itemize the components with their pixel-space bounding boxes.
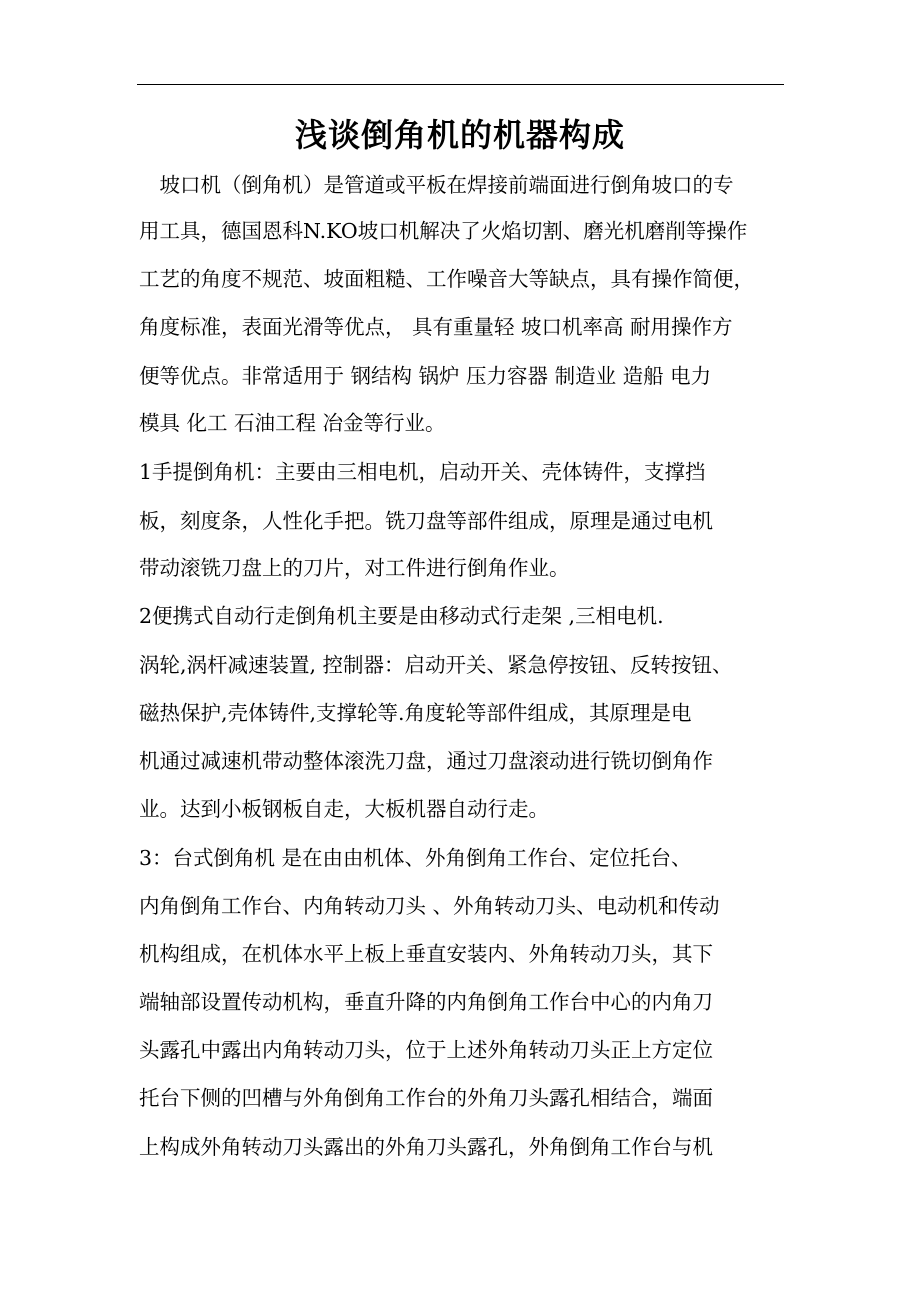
text-line: 2便携式自动行走倒角机主要是由移动式行走架 ,三相电机. (139, 604, 664, 628)
text-line: 用工具，德国恩科N.KO坡口机解决了火焰切割、磨光机磨削等操作 (139, 219, 748, 243)
text-line: 坡口机（倒角机）是管道或平板在焊接前端面进行倒角坡口的专 (139, 173, 734, 197)
text-line: 工艺的角度不规范、坡面粗糙、工作噪音大等缺点，具有操作简便， (139, 267, 754, 291)
text-line: 板，刻度条，人性化手把。铣刀盘等部件组成，原理是通过电机 (139, 509, 713, 533)
text-line: 模具 化工 石油工程 冶金等行业。 (139, 411, 446, 435)
header-rule (137, 84, 784, 85)
text-line: 机构组成，在机体水平上板上垂直安装内、外角转动刀头，其下 (139, 942, 713, 966)
text-line: 3：台式倒角机 是在由由机体、外角倒角工作台、定位托台、 (139, 846, 692, 870)
text-line: 业。达到小板钢板自走，大板机器自动行走。 (139, 797, 549, 821)
text-line: 磁热保护,壳体铸件,支撑轮等.角度轮等部件组成，其原理是电 (139, 701, 692, 725)
text-line: 涡轮,涡杆减速装置, 控制器：启动开关、紧急停按钮、反转按钮、 (139, 653, 733, 677)
text-line: 头露孔中露出内角转动刀头，位于上述外角转动刀头正上方定位 (139, 1038, 713, 1062)
text-line: 1手提倒角机：主要由三相电机，启动开关、壳体铸件，支撑挡 (139, 460, 706, 484)
text-line: 便等优点。非常适用于 钢结构 锅炉 压力容器 制造业 造船 电力 (139, 364, 712, 388)
text-line: 机通过减速机带动整体滚洗刀盘，通过刀盘滚动进行铣切倒角作 (139, 749, 713, 773)
text-line: 内角倒角工作台、内角转动刀头 、外角转动刀头、电动机和传动 (139, 894, 720, 918)
text-line: 角度标准，表面光滑等优点， 具有重量轻 坡口机率高 耐用操作方 (139, 315, 733, 339)
page-title: 浅谈倒角机的机器构成 (294, 116, 625, 154)
text-line: 上构成外角转动刀头露出的外角刀头露孔，外角倒角工作台与机 (139, 1135, 713, 1159)
text-line: 端轴部设置传动机构，垂直升降的内角倒角工作台中心的内角刀 (139, 990, 713, 1014)
text-line: 带动滚铣刀盘上的刀片，对工件进行倒角作业。 (139, 556, 570, 580)
text-line: 托台下侧的凹槽与外角倒角工作台的外角刀头露孔相结合，端面 (139, 1086, 713, 1110)
